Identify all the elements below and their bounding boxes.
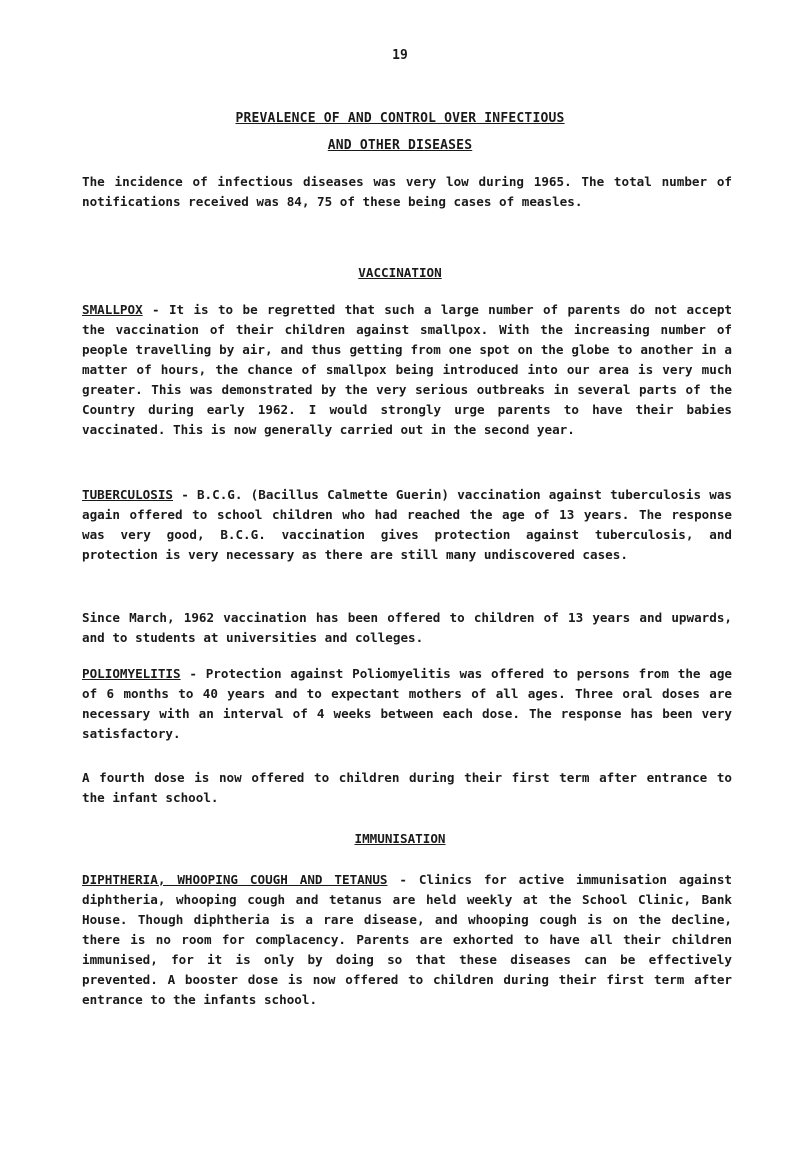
intro-paragraph: The incidence of infectious diseases was very low during 1965. The total number of notifications received was 84, 75 of these being cases of measles. [82, 174, 732, 209]
fourth-dose-paragraph: A fourth dose is now offered to children during their first term after entrance to the infant school. [82, 770, 732, 805]
diphtheria-paragraph [82, 870, 732, 1010]
poliomyelitis-heading: POLIOMYELITIS [82, 666, 181, 681]
tuberculosis-heading: TUBERCULOSIS [82, 487, 173, 502]
poliomyelitis-paragraph [82, 664, 732, 744]
document-subtitle: AND OTHER DISEASES [327, 138, 473, 153]
page-number: 19 [392, 48, 408, 63]
tuberculosis-text: - B.C.G. (Bacillus Calmette Guerin) vaccination against tuberculosis was again offered to school children who had reached the age of 13 years. The response was very good, B.C.G. vaccination gives protection against tuberculosis, and protection is very necessary as there are still many undiscovered cases. [82, 487, 732, 562]
diphtheria-heading: DIPHTHERIA, WHOOPING COUGH AND TETANUS [82, 872, 388, 887]
section-heading-immunisation: IMMUNISATION [354, 831, 446, 846]
section-heading-vaccination: VACCINATION [358, 265, 442, 280]
tuberculosis-paragraph [82, 485, 732, 565]
document-title: PREVALENCE OF AND CONTROL OVER INFECTIOUS [235, 111, 565, 126]
smallpox-heading: SMALLPOX [82, 302, 143, 317]
since-march-paragraph: Since March, 1962 vaccination has been offered to children of 13 years and upwards, and to students at universities and colleges. [82, 610, 732, 645]
diphtheria-text: - Clinics for active immunisation against diphtheria, whooping cough and tetanus are held weekly at the School Clinic, Bank House. Though diphtheria is a rare disease, and whooping cough is on the decline, there is no room for complacency. Parents are exhorted to have all their children immunised, for it is only by doing so that these diseases can be effectively prevented. A booster dose is now offered to children during their first term after entrance to the infants school. [82, 872, 733, 1007]
poliomyelitis-text: - Protection against Poliomyelitis was offered to persons from the age of 6 months to 40 years and to expectant mothers of all ages. Three oral doses are necessary with an interval of 4 weeks between each dose. The response has been very satisfactory. [82, 666, 732, 741]
smallpox-paragraph [82, 300, 732, 440]
smallpox-text: - It is to be regretted that such a large number of parents do not accept the vaccination of their children against smallpox. With the increasing number of people travelling by air, and thus getting from one spot on the globe to another in a matter of hours, the chance of smallpox being introduced into our area is very much greater. This was demonstrated by the very serious outbreaks in several parts of the Country during early 1962. I would strongly urge parents to have their babies vaccinated. This is now generally carried out in the second year. [82, 302, 732, 437]
